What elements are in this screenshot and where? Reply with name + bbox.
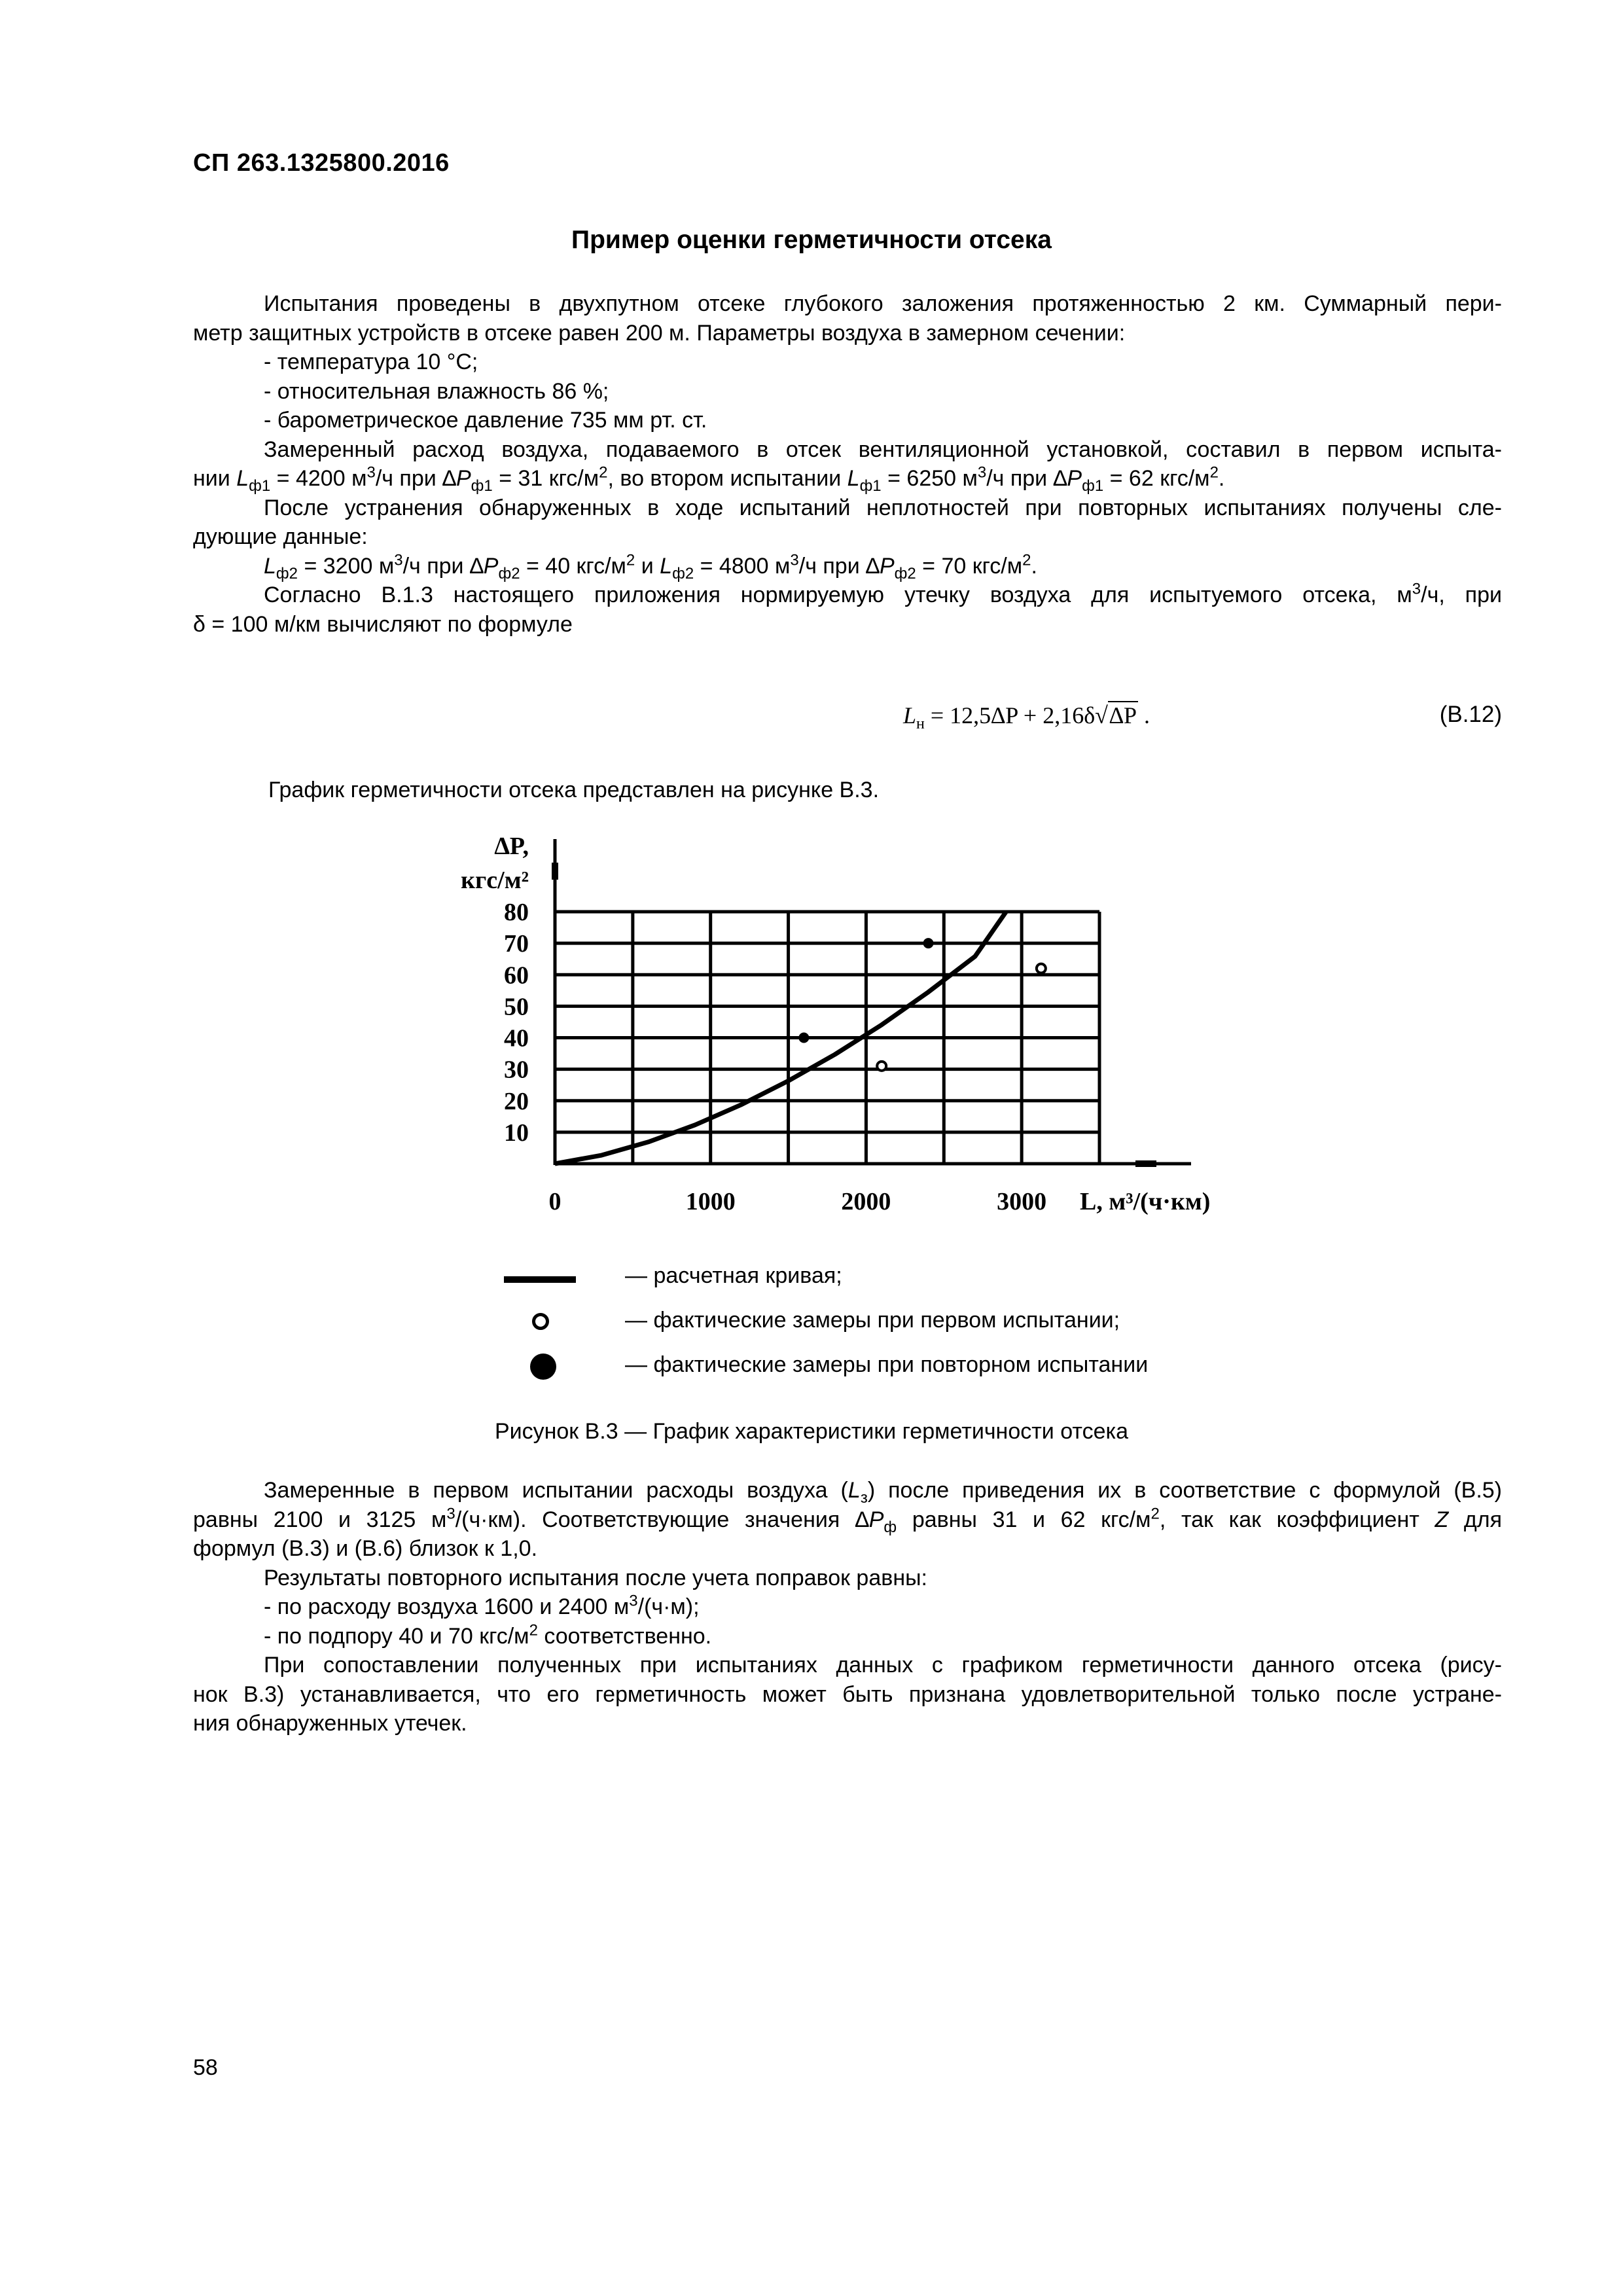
param-temperature: - температура 10 °С;	[264, 350, 478, 374]
open-circle-icon	[532, 1313, 549, 1330]
para3-line2: дующие данные:	[193, 524, 368, 549]
para8-line3: ния обнаруженных утечек.	[193, 1711, 467, 1736]
para3-line1: После устранения обнаруженных в ходе испытаний неплотностей при повторных испытаниях получены сле-	[264, 495, 1502, 520]
y-tick-label: 20	[504, 1087, 529, 1115]
para8-line2: нок В.3) устанавливается, что его герметичность может быть признана удовлетворительной только после устране-	[193, 1681, 1502, 1707]
para5-line2: δ = 100 м/км вычисляют по формуле	[193, 611, 573, 637]
formula-number: (В.12)	[1439, 702, 1502, 727]
x-axis-arrow	[1135, 1160, 1156, 1167]
para6-line3: формул (В.3) и (В.6) близок к 1,0.	[193, 1536, 538, 1561]
y-axis-arrow	[552, 863, 558, 880]
x-tick-label: 0	[548, 1188, 562, 1215]
y-tick-label: 80	[504, 899, 529, 926]
x-axis-label: L, м³/(ч·км)	[1080, 1188, 1211, 1215]
y-tick-label: 30	[504, 1056, 529, 1084]
para5-line1: Согласно В.1.3 настоящего приложения нормируемую утечку воздуха для испытуемого отсека, $м^3/ч$, при	[264, 580, 1502, 607]
page-number: 58	[193, 2055, 218, 2080]
legend-line-symbol	[504, 1276, 576, 1283]
y-tick-label: 10	[504, 1119, 529, 1147]
x-tick-label: 1000	[685, 1188, 736, 1215]
second-test-point	[923, 938, 934, 948]
result-pressure: - по подпору 40 и 70 кгс/$м^2$ соответственно.	[264, 1621, 712, 1649]
section-title: Пример оценки герметичности отсека	[571, 226, 1052, 254]
chart-reference: График герметичности отсека представлен на рисунке В.3.	[268, 778, 880, 802]
legend-curve-label: — расчетная кривая;	[625, 1263, 842, 1288]
param-pressure: - барометрическое давление 735 мм рт. ст.	[264, 408, 707, 433]
para7-line1: Результаты повторного испытания после учета поправок равны:	[264, 1565, 927, 1590]
x-tick-label: 2000	[841, 1188, 891, 1215]
para4-line: $L_{ф2} = 3200$ $м^3/ч$ при $\Delta P_{ф2} = 40$ кгс/$м^2$ и $L_{ф2} = 4800$ $м^3/ч$ при $\Delta P_{ф2} = 70$ кгс/$м^2$.	[264, 551, 1037, 583]
para1-line1: Испытания проведены в двухпутном отсеке глубокого заложения протяженностью 2 км. Суммарный пери-	[264, 291, 1502, 316]
legend-second-label: — фактические замеры при повторном испытании	[625, 1352, 1149, 1377]
para8-line1: При сопоставлении полученных при испытаниях данных с графиком герметичности данного отсека (рису-	[264, 1653, 1502, 1677]
first-test-point	[877, 1062, 886, 1071]
formula-b12: $L_н = 12,5\Delta P + 2,16\delta√\Delta P$ .	[903, 702, 1150, 733]
y-axis-label-line1: ∆P,	[494, 833, 529, 860]
conclusion-block	[193, 1476, 1502, 1738]
para2-line2: нии $L_{ф1} = 4200$ $м^3/ч$ при $\Delta P_{ф1} = 31$ кгс/$м^2$, во втором испытании $L_{ф1} = 6250$ $м^3/ч$ при $\Delta P_{ф1} = 62$ кгс/$м^2$.	[193, 463, 1225, 495]
figure-caption: Рисунок В.3 — График характеристики герметичности отсека	[494, 1419, 1129, 1444]
y-axis-label-line2: кгс/м²	[461, 867, 529, 894]
filled-circle-icon	[530, 1354, 556, 1380]
para6-line2: равны 2100 и 3125 $м^3/(ч\cdot км)$. Соответствующие значения $\Delta P_ф$ равны 31 и 62 кгс/$м^2$, так как коэффициент Z для	[193, 1505, 1502, 1536]
para2-line1: Замеренный расход воздуха, подаваемого в отсек вентиляционной установкой, составил в первом испыта-	[264, 437, 1502, 462]
y-tick-label: 50	[504, 993, 529, 1021]
second-test-point	[798, 1033, 809, 1043]
y-tick-label: 40	[504, 1024, 529, 1052]
x-tick-label: 3000	[997, 1188, 1047, 1215]
legend-first-label: — фактические замеры при первом испытании;	[625, 1308, 1120, 1333]
para6-line1: Замеренные в первом испытании расходы воздуха $(L_з)$ после приведения их в соответствие с формулой (В.5)	[264, 1478, 1502, 1507]
para1-line2: метр защитных устройств в отсеке равен 200 м. Параметры воздуха в замерном сечении:	[193, 320, 1126, 346]
param-humidity: - относительная влажность 86 %;	[264, 378, 609, 404]
first-test-point	[1037, 964, 1046, 973]
result-flow: - по расходу воздуха 1600 и 2400 $м^3/(ч\cdot м)$;	[264, 1592, 700, 1619]
document-code: СП 263.1325800.2016	[193, 149, 450, 177]
y-tick-label: 60	[504, 961, 529, 990]
y-tick-label: 70	[504, 930, 529, 958]
